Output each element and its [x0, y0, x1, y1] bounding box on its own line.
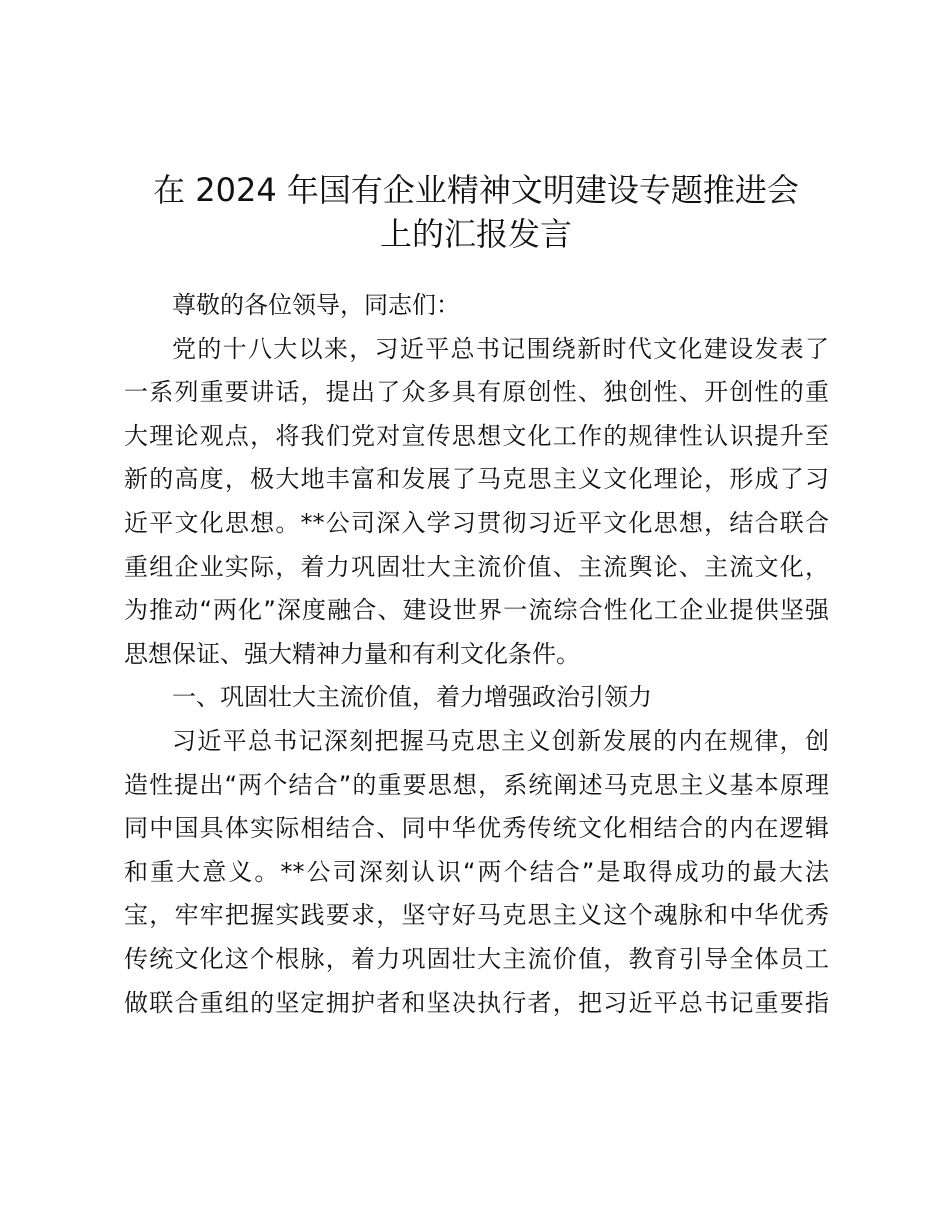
paragraph-line: 为推动“两化”深度融合、建设世界一流综合性化工企业提供坚强 [124, 596, 829, 625]
document-title [120, 168, 832, 256]
paragraph-2 [124, 720, 829, 1025]
paragraph-line: 新的高度，极大地丰富和发展了马克思主义文化理论，形成了习 [124, 465, 829, 494]
paragraph-line: 近平文化思想。**公司深入学习贯彻习近平文化思想，结合联合 [124, 508, 829, 537]
paragraph-line: 传统文化这个根脉，着力巩固壮大主流价值，教育引导全体员工 [124, 944, 829, 973]
document-body [124, 284, 829, 1025]
title-line-2: 上的汇报发言 [379, 215, 572, 253]
paragraph-line: 习近平总书记深刻把握马克思主义创新发展的内在规律，创 [172, 726, 829, 755]
paragraph-line: 大理论观点，将我们党对宣传思想文化工作的规律性认识提升至 [124, 421, 829, 450]
paragraph-1 [124, 328, 829, 677]
paragraph-line: 造性提出“两个结合”的重要思想，系统阐述马克思主义基本原理 [124, 770, 829, 799]
paragraph-line: 一系列重要讲话，提出了众多具有原创性、独创性、开创性的重 [124, 378, 829, 407]
paragraph-line: 同中国具体实际相结合、同中华优秀传统文化相结合的内在逻辑 [124, 814, 829, 843]
title-line-1: 在 2024 年国有企业精神文明建设专题推进会 [153, 171, 799, 209]
paragraph-line: 思想保证、强大精神力量和有利文化条件。 [124, 639, 580, 668]
paragraph-line: 宝，牢牢把握实践要求，坚守好马克思主义这个魂脉和中华优秀 [124, 901, 829, 930]
paragraph-line: 党的十八大以来，习近平总书记围绕新时代文化建设发表了 [172, 334, 829, 363]
paragraph-line: 和重大意义。**公司深刻认识“两个结合”是取得成功的最大法 [124, 857, 829, 886]
paragraph-line: 重组企业实际，着力巩固壮大主流价值、主流舆论、主流文化， [124, 552, 829, 581]
section-heading: 一、巩固壮大主流价值，着力增强政治引领力 [172, 683, 652, 712]
paragraph-line: 做联合重组的坚定拥护者和坚决执行者，把习近平总书记重要指 [124, 988, 829, 1017]
salutation: 尊敬的各位领导，同志们： [172, 291, 460, 319]
